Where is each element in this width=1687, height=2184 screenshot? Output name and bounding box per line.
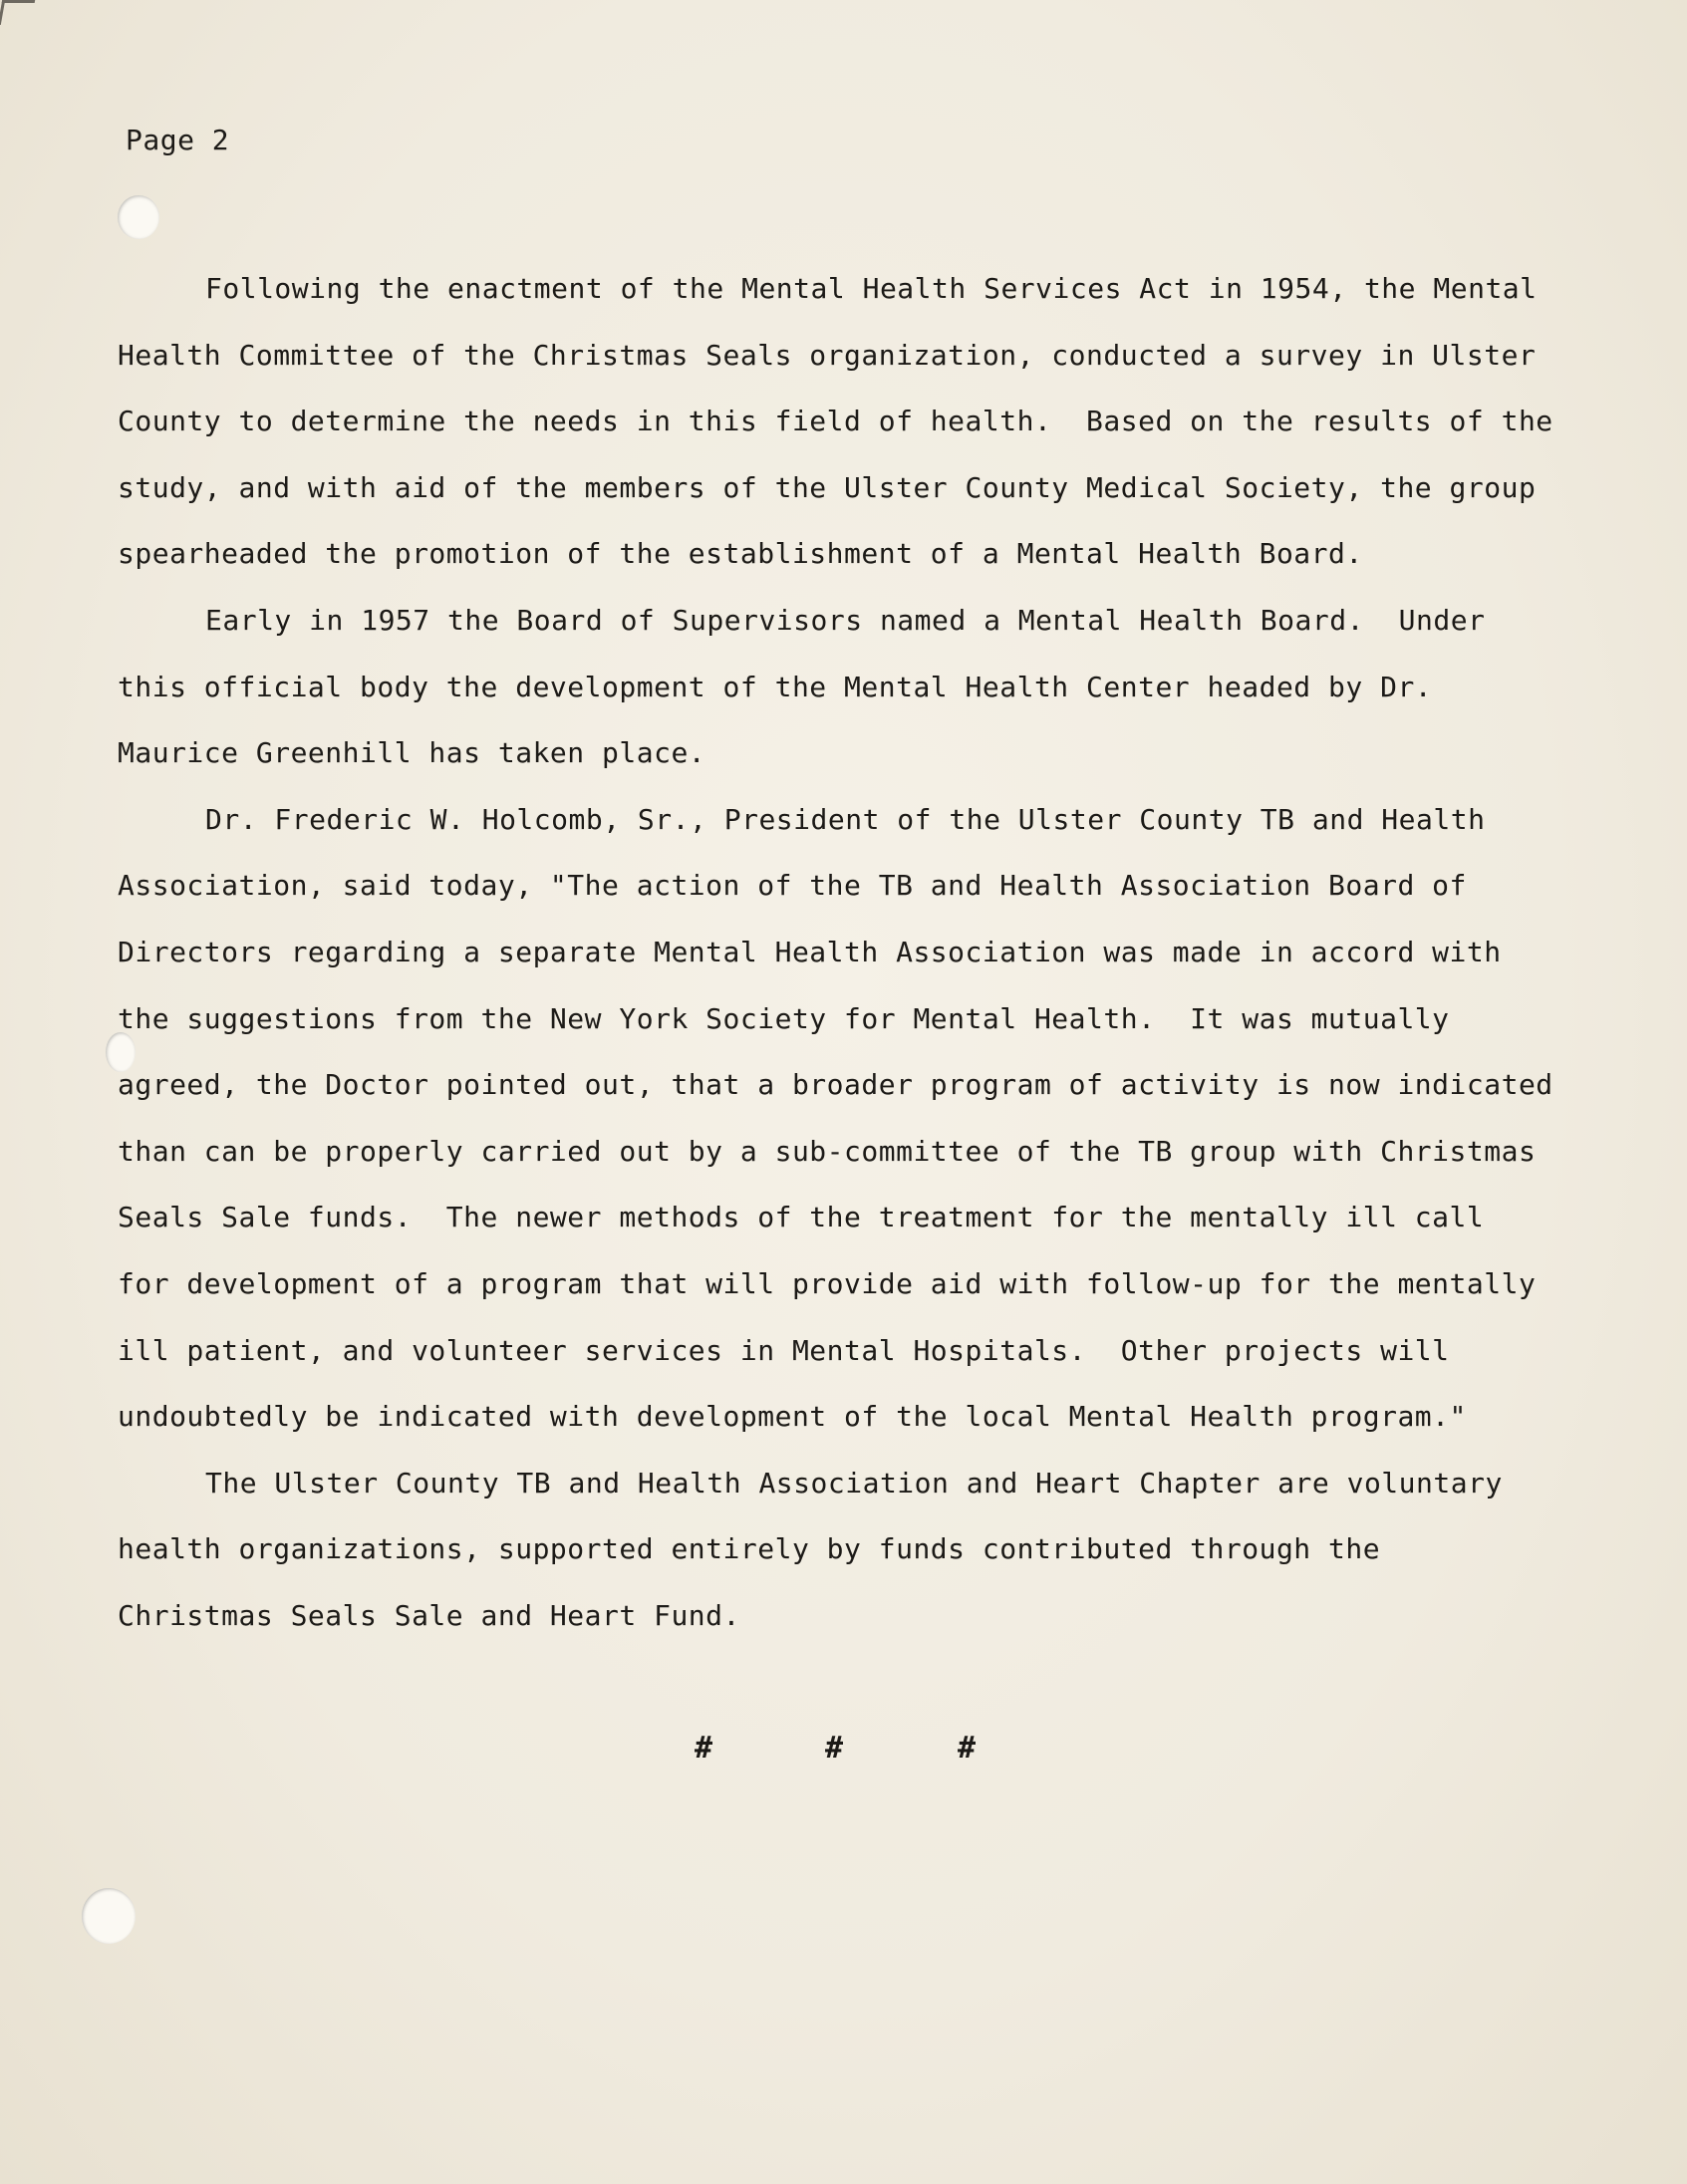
paragraph-2-line-1: Early in 1957 the Board of Supervisors named a Mental Health Board. Under (205, 603, 1486, 637)
paragraph-3-line-7: Seals Sale funds. The newer methods of the treatment for the mentally ill call (118, 1201, 1485, 1234)
paragraph-4-line-2: health organizations, supported entirely by funds contributed through the (118, 1532, 1381, 1566)
paragraph-3-line-4: the suggestions from the New York Society for Mental Health. It was mutually (118, 1001, 1450, 1035)
paragraph-3-line-1: Dr. Frederic W. Holcomb, Sr., President of the Ulster County TB and Health (205, 802, 1486, 836)
paragraph-1-line-5: spearheaded the promotion of the establishment of a Mental Health Board. (118, 537, 1363, 571)
end-mark-2: # (825, 1731, 844, 1766)
body-text (118, 256, 1553, 1649)
paragraph-2-line-3: Maurice Greenhill has taken place. (118, 736, 706, 770)
paragraph-3-line-9: ill patient, and volunteer services in Mental Hospitals. Other projects will (118, 1333, 1450, 1367)
paragraph-1-line-1: Following the enactment of the Mental Health Services Act in 1954, the Mental (205, 272, 1538, 305)
end-mark-3: # (958, 1731, 977, 1766)
paragraph-3-line-2: Association, said today, "The action of the TB and Health Association Board of (118, 869, 1467, 903)
paragraph-4-line-1: The Ulster County TB and Health Association and Heart Chapter are voluntary (205, 1466, 1503, 1500)
punch-hole-top (118, 195, 159, 239)
paragraph-3-line-10: undoubtedly be indicated with development of the local Mental Health program." (118, 1400, 1467, 1434)
corner-fold-mark (0, 0, 35, 25)
paragraph-2-line-2: this official body the development of the Mental Health Center headed by Dr. (118, 670, 1433, 703)
page-number: Page 2 (126, 124, 230, 156)
paragraph-1-line-4: study, and with aid of the members of the Ulster County Medical Society, the group (118, 470, 1537, 504)
paragraph-3-line-3: Directors regarding a separate Mental Health Association was made in accord with (118, 935, 1502, 968)
paragraph-3-line-6: than can be properly carried out by a sub-committee of the TB group with Christmas (118, 1134, 1537, 1168)
end-mark-1: # (695, 1731, 713, 1766)
punch-hole-bottom (82, 1888, 136, 1944)
paragraph-4-line-3: Christmas Seals Sale and Heart Fund. (118, 1598, 740, 1632)
paragraph-3-line-5: agreed, the Doctor pointed out, that a broader program of activity is now indicated (118, 1068, 1553, 1102)
paragraph-3-line-8: for development of a program that will provide aid with follow-up for the mentally (118, 1266, 1537, 1300)
paragraph-1-line-3: County to determine the needs in this field of health. Based on the results of the (118, 405, 1553, 438)
paragraph-1-line-2: Health Committee of the Christmas Seals organization, conducted a survey in Ulster (118, 338, 1537, 372)
